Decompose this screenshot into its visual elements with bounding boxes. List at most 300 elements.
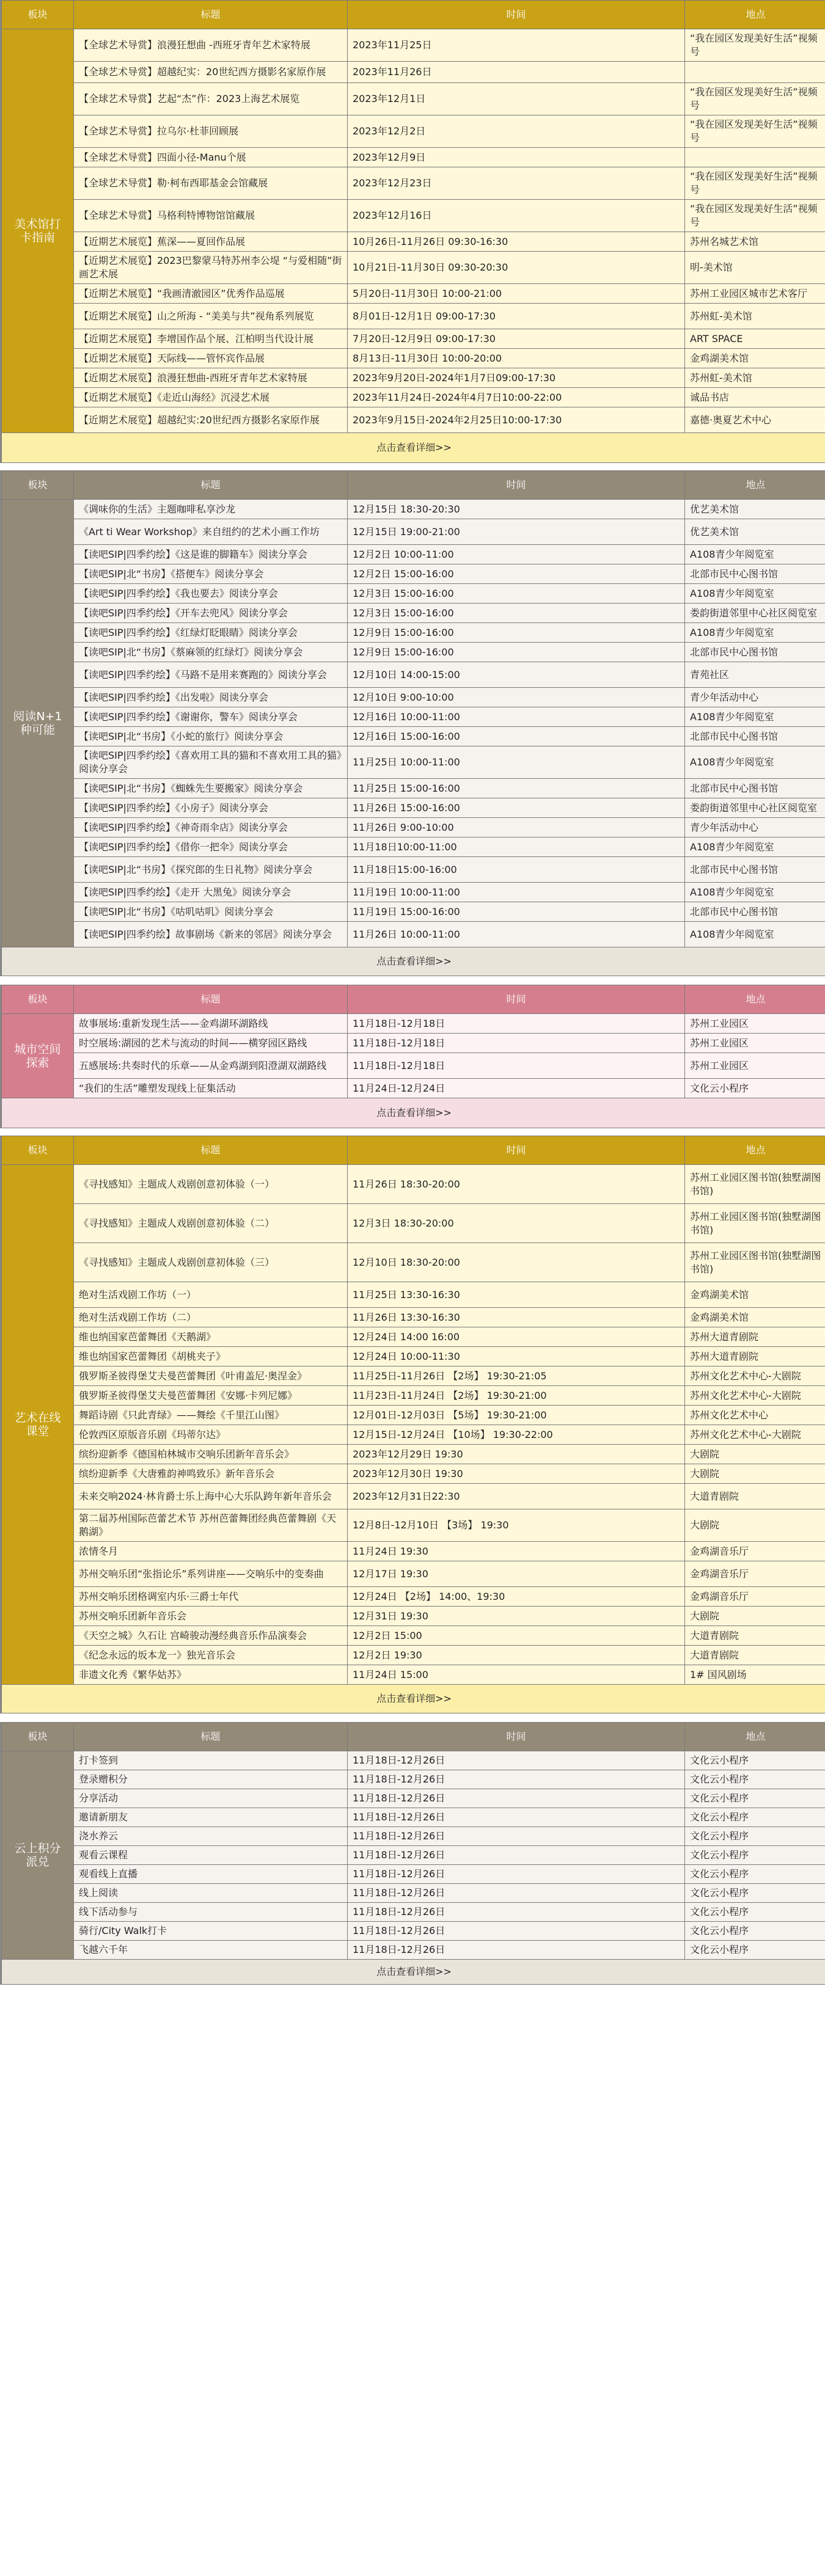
time-cell: 11月18日-12月18日 — [348, 1053, 685, 1079]
location-cell: 苏州虹-美术馆 — [685, 304, 825, 329]
location-cell: 苏州虹-美术馆 — [685, 368, 825, 388]
location-cell: 大剧院 — [685, 1464, 825, 1484]
header-location: 地点 — [685, 1723, 825, 1751]
table-row — [2, 1327, 825, 1347]
table-row — [2, 1542, 825, 1561]
location-cell: 金鸡湖美术馆 — [685, 1308, 825, 1327]
table-row — [2, 1053, 825, 1079]
title-cell: 【读吧SIP|四季约绘】《红绿灯眨眼睛》阅读分享会 — [74, 623, 348, 643]
time-cell: 10月21日-11月30日 09:30-20:30 — [348, 252, 685, 284]
location-cell: 苏州文化艺术中心-大剧院 — [685, 1386, 825, 1406]
title-cell: 《寻找感知》主题成人戏剧创意初体验（一） — [74, 1165, 348, 1204]
time-cell: 7月20日-12月9日 09:00-17:30 — [348, 329, 685, 349]
time-cell: 11月26日 10:00-11:00 — [348, 922, 685, 947]
title-cell: 【读吧SIP|北“书房】《小蛇的旅行》阅读分享会 — [74, 727, 348, 746]
time-cell: 2023年12月30日 19:30 — [348, 1464, 685, 1484]
schedule-table — [1, 0, 825, 463]
table-row — [2, 564, 825, 584]
time-cell: 11月26日 18:30-20:00 — [348, 1165, 685, 1204]
table-row — [2, 200, 825, 232]
location-cell: 苏州工业园区图书馆(独墅湖图书馆) — [685, 1243, 825, 1282]
time-cell: 2023年11月25日 — [348, 29, 685, 62]
table-row — [2, 252, 825, 284]
title-cell: 舞蹈诗剧《只此青绿》——舞绘《千里江山图》 — [74, 1406, 348, 1425]
title-cell: 【读吧SIP|四季约绘】《马路不是用来赛跑的》阅读分享会 — [74, 662, 348, 688]
location-cell: 苏州名城艺术馆 — [685, 232, 825, 252]
location-cell: 优艺美术馆 — [685, 519, 825, 545]
table-row — [2, 922, 825, 947]
title-cell: 【全球艺术导赏】四面小径-Manu个展 — [74, 148, 348, 167]
more-row — [2, 433, 825, 463]
table-row — [2, 1464, 825, 1484]
header-time: 时间 — [348, 1136, 685, 1165]
time-cell: 12月15日 19:00-21:00 — [348, 519, 685, 545]
time-cell: 2023年9月15日-2024年2月25日10:00-17:30 — [348, 407, 685, 433]
time-cell: 12月17日 19:30 — [348, 1561, 685, 1587]
header-time: 时间 — [348, 985, 685, 1014]
table-row — [2, 1884, 825, 1903]
table-row — [2, 368, 825, 388]
category-cell: 艺术在线课堂 — [2, 1165, 74, 1685]
table-row — [2, 519, 825, 545]
location-cell — [685, 62, 825, 83]
table-row — [2, 1827, 825, 1846]
time-cell: 10月26日-11月26日 09:30-16:30 — [348, 232, 685, 252]
time-cell: 5月20日-11月30日 10:00-21:00 — [348, 284, 685, 304]
header-time: 时间 — [348, 1723, 685, 1751]
location-cell: 苏州大道青剧院 — [685, 1347, 825, 1366]
header-category: 板块 — [2, 1723, 74, 1751]
location-cell: A108青少年阅览室 — [685, 623, 825, 643]
table-row — [2, 1079, 825, 1098]
table-row — [2, 837, 825, 857]
time-cell: 2023年12月2日 — [348, 115, 685, 148]
title-cell: 浓情冬月 — [74, 1542, 348, 1561]
title-cell: 浇水养云 — [74, 1827, 348, 1846]
time-cell: 11月18日-12月26日 — [348, 1846, 685, 1865]
table-row — [2, 662, 825, 688]
more-row — [2, 1685, 825, 1713]
time-cell: 2023年11月24日-2024年4月7日10:00-22:00 — [348, 388, 685, 407]
header-time: 时间 — [348, 1, 685, 29]
title-cell: 《纪念永远的坂本龙一》独光音乐会 — [74, 1646, 348, 1665]
title-cell: 【全球艺术导赏】浪漫狂想曲 -西班牙青年艺术家特展 — [74, 29, 348, 62]
header-category: 板块 — [2, 1136, 74, 1165]
title-cell: 维也纳国家芭蕾舞团《天鹅湖》 — [74, 1327, 348, 1347]
location-cell: 文化云小程序 — [685, 1865, 825, 1884]
title-cell: 【读吧SIP|四季约绘】《出发啦》阅读分享会 — [74, 688, 348, 707]
table-row — [2, 167, 825, 200]
title-cell: 打卡签到 — [74, 1751, 348, 1770]
title-cell: 【近期艺术展览】浪漫狂想曲-西班牙青年艺术家特展 — [74, 368, 348, 388]
time-cell: 2023年12月9日 — [348, 148, 685, 167]
time-cell: 2023年12月29日 19:30 — [348, 1445, 685, 1464]
table-row — [2, 1509, 825, 1542]
location-cell: 苏州工业园区图书馆(独墅湖图书馆) — [685, 1165, 825, 1204]
table-row — [2, 1445, 825, 1464]
time-cell: 11月18日-12月26日 — [348, 1808, 685, 1827]
time-cell: 11月23日-11月24日 【2场】 19:30-21:00 — [348, 1386, 685, 1406]
section-gap — [0, 463, 825, 470]
table-row — [2, 349, 825, 368]
location-cell: “我在园区发现美好生活”视频号 — [685, 83, 825, 115]
title-cell: 【近期艺术展览】李增国作品个展、江柏明当代设计展 — [74, 329, 348, 349]
table-row — [2, 1561, 825, 1587]
table-row — [2, 1386, 825, 1406]
title-cell: 绝对生活戏剧工作坊（二） — [74, 1308, 348, 1327]
time-cell: 8月13日-11月30日 10:00-20:00 — [348, 349, 685, 368]
title-cell: 【读吧SIP|四季约绘】《神奇雨伞店》阅读分享会 — [74, 818, 348, 837]
section-gap — [0, 1713, 825, 1722]
table-row — [2, 1587, 825, 1607]
time-cell: 12月15日-12月24日 【10场】 19:30-22:00 — [348, 1425, 685, 1445]
time-cell: 12月24日 10:00-11:30 — [348, 1347, 685, 1366]
time-cell: 8月01日-12月1日 09:00-17:30 — [348, 304, 685, 329]
header-location: 地点 — [685, 985, 825, 1014]
location-cell: 青少年活动中心 — [685, 688, 825, 707]
view-details-link[interactable]: 点击查看详细>> — [2, 1960, 825, 1985]
title-cell: “我们的生活”雕塑发现线上征集活动 — [74, 1079, 348, 1098]
location-cell — [685, 148, 825, 167]
table-row — [2, 1484, 825, 1509]
table-row — [2, 304, 825, 329]
time-cell: 11月18日-12月18日 — [348, 1034, 685, 1053]
view-details-link[interactable]: 点击查看详细>> — [2, 1098, 825, 1128]
title-cell: 线下活动参与 — [74, 1903, 348, 1922]
time-cell: 12月16日 15:00-16:00 — [348, 727, 685, 746]
time-cell: 2023年9月20日-2024年1月7日09:00-17:30 — [348, 368, 685, 388]
category-cell: 美术馆打卡指南 — [2, 29, 74, 433]
location-cell: 苏州工业园区图书馆(独墅湖图书馆) — [685, 1204, 825, 1243]
table-row — [2, 1366, 825, 1386]
title-cell: 【近期艺术展览】“我画清澈园区”优秀作品巡展 — [74, 284, 348, 304]
time-cell: 11月18日15:00-16:00 — [348, 857, 685, 883]
time-cell: 12月8日-12月10日 【3场】 19:30 — [348, 1509, 685, 1542]
time-cell: 12月3日 15:00-16:00 — [348, 584, 685, 604]
location-cell: 北部市民中心图书馆 — [685, 902, 825, 922]
location-cell: ART SPACE — [685, 329, 825, 349]
time-cell: 12月3日 15:00-16:00 — [348, 604, 685, 623]
table-row — [2, 798, 825, 818]
schedule-table — [1, 470, 825, 976]
title-cell: 【读吧SIP|四季约绘】《喜欢用工具的猫和不喜欢用工具的猫》阅读分享会 — [74, 746, 348, 779]
header-category: 板块 — [2, 985, 74, 1014]
title-cell: 【全球艺术导赏】超越纪实：20世纪西方摄影名家原作展 — [74, 62, 348, 83]
title-cell: 飞越六千年 — [74, 1941, 348, 1960]
title-cell: 邀请新朋友 — [74, 1808, 348, 1827]
time-cell: 11月25日 13:30-16:30 — [348, 1282, 685, 1308]
category-cell: 城市空间探索 — [2, 1014, 74, 1098]
time-cell: 11月19日 10:00-11:00 — [348, 883, 685, 902]
location-cell: 大道青剧院 — [685, 1646, 825, 1665]
title-cell: 《调味你的生活》主题咖啡私享沙龙 — [74, 500, 348, 519]
table-row — [2, 83, 825, 115]
time-cell: 12月10日 9:00-10:00 — [348, 688, 685, 707]
time-cell: 12月2日 15:00 — [348, 1626, 685, 1646]
location-cell: 大剧院 — [685, 1445, 825, 1464]
location-cell: 大道青剧院 — [685, 1484, 825, 1509]
location-cell: A108青少年阅览室 — [685, 922, 825, 947]
table-row — [2, 1425, 825, 1445]
time-cell: 12月16日 10:00-11:00 — [348, 707, 685, 727]
title-cell: 【近期艺术展览】蕉深——夏回作品展 — [74, 232, 348, 252]
section-4 — [0, 1136, 825, 1713]
section-5 — [0, 1722, 825, 1985]
header-location: 地点 — [685, 471, 825, 500]
title-cell: 未来交响2024·林肯爵士乐上海中心大乐队跨年新年音乐会 — [74, 1484, 348, 1509]
title-cell: 【读吧SIP|四季约绘】《这是谁的脚籍车》阅读分享会 — [74, 545, 348, 564]
table-row — [2, 1347, 825, 1366]
table-row — [2, 1751, 825, 1770]
location-cell: 苏州文化艺术中心-大剧院 — [685, 1425, 825, 1445]
table-row — [2, 1922, 825, 1941]
table-row — [2, 623, 825, 643]
location-cell: 苏州文化艺术中心 — [685, 1406, 825, 1425]
title-cell: 五感展场:共奏时代的乐章——从金鸡湖到阳澄湖双湖路线 — [74, 1053, 348, 1079]
table-row — [2, 1903, 825, 1922]
category-cell: 云上积分派兑 — [2, 1751, 74, 1960]
location-cell: 大剧院 — [685, 1509, 825, 1542]
table-row — [2, 148, 825, 167]
table-header-row — [2, 471, 825, 500]
table-row — [2, 1646, 825, 1665]
category-cell: 阅读N+1种可能 — [2, 500, 74, 947]
location-cell: “我在园区发现美好生活”视频号 — [685, 167, 825, 200]
title-cell: 维也纳国家芭蕾舞团《胡桃夹子》 — [74, 1347, 348, 1366]
table-header-row — [2, 1136, 825, 1165]
table-row — [2, 500, 825, 519]
table-row — [2, 62, 825, 83]
location-cell: A108青少年阅览室 — [685, 883, 825, 902]
title-cell: 故事展场:重新发现生活——金鸡湖环湖路线 — [74, 1014, 348, 1034]
location-cell: “我在园区发现美好生活”视频号 — [685, 200, 825, 232]
title-cell: 时空展场:湖园的艺术与流动的时间——横穿园区路线 — [74, 1034, 348, 1053]
location-cell: 文化云小程序 — [685, 1789, 825, 1808]
title-cell: 俄罗斯圣彼得堡艾夫曼芭蕾舞团《叶甫盖尼·奥涅金》 — [74, 1366, 348, 1386]
table-header-row — [2, 1723, 825, 1751]
time-cell: 11月18日-12月26日 — [348, 1884, 685, 1903]
location-cell: 文化云小程序 — [685, 1903, 825, 1922]
title-cell: 【读吧SIP|北“书房】《蔡麻领的红绿灯》阅读分享会 — [74, 643, 348, 662]
location-cell: 娄韵街道邻里中心社区阅览室 — [685, 604, 825, 623]
time-cell: 11月18日10:00-11:00 — [348, 837, 685, 857]
schedule-table — [1, 1722, 825, 1985]
location-cell: A108青少年阅览室 — [685, 545, 825, 564]
time-cell: 11月24日 15:00 — [348, 1665, 685, 1685]
location-cell: A108青少年阅览室 — [685, 707, 825, 727]
title-cell: 观看云课程 — [74, 1846, 348, 1865]
title-cell: 绝对生活戏剧工作坊（一） — [74, 1282, 348, 1308]
title-cell: 【读吧SIP|四季约绘】《借你一把伞》阅读分享会 — [74, 837, 348, 857]
time-cell: 11月18日-12月18日 — [348, 1014, 685, 1034]
location-cell: 苏州大道青剧院 — [685, 1327, 825, 1347]
location-cell: 文化云小程序 — [685, 1922, 825, 1941]
location-cell: 文化云小程序 — [685, 1079, 825, 1098]
title-cell: 【近期艺术展览】超越纪实:20世纪西方摄影名家原作展 — [74, 407, 348, 433]
time-cell: 12月2日 19:30 — [348, 1646, 685, 1665]
time-cell: 12月31日 19:30 — [348, 1607, 685, 1626]
time-cell: 11月25日-11月26日 【2场】 19:30-21:05 — [348, 1366, 685, 1386]
title-cell: 【近期艺术展览】天际线——管怀宾作品展 — [74, 349, 348, 368]
table-row — [2, 1808, 825, 1827]
title-cell: 苏州交响乐团格调室内乐·三爵士年代 — [74, 1587, 348, 1607]
section-2 — [0, 470, 825, 976]
table-row — [2, 1014, 825, 1034]
view-details-link[interactable]: 点击查看详细>> — [2, 947, 825, 976]
time-cell: 11月18日-12月26日 — [348, 1865, 685, 1884]
table-row — [2, 746, 825, 779]
location-cell: 1# 国风剧场 — [685, 1665, 825, 1685]
table-row — [2, 388, 825, 407]
location-cell: 文化云小程序 — [685, 1751, 825, 1770]
location-cell: 苏州工业园区 — [685, 1034, 825, 1053]
location-cell: A108青少年阅览室 — [685, 584, 825, 604]
time-cell: 12月2日 15:00-16:00 — [348, 564, 685, 584]
header-category: 板块 — [2, 471, 74, 500]
time-cell: 12月9日 15:00-16:00 — [348, 623, 685, 643]
table-header-row — [2, 985, 825, 1014]
time-cell: 12月01日-12月03日 【5场】 19:30-21:00 — [348, 1406, 685, 1425]
time-cell: 12月24日 14:00 16:00 — [348, 1327, 685, 1347]
table-row — [2, 1789, 825, 1808]
title-cell: 【近期艺术展览】《走近山海经》沉浸艺术展 — [74, 388, 348, 407]
time-cell: 12月24日 【2场】 14:00、19:30 — [348, 1587, 685, 1607]
time-cell: 2023年11月26日 — [348, 62, 685, 83]
table-row — [2, 545, 825, 564]
time-cell: 11月18日-12月26日 — [348, 1770, 685, 1789]
location-cell: 诚品书店 — [685, 388, 825, 407]
table-row — [2, 1308, 825, 1327]
table-row — [2, 883, 825, 902]
time-cell: 2023年12月23日 — [348, 167, 685, 200]
table-row — [2, 688, 825, 707]
title-cell: 【读吧SIP|四季约绘】故事剧场《新来的邻居》阅读分享会 — [74, 922, 348, 947]
title-cell: 【读吧SIP|北“书房】《搭便车》阅读分享会 — [74, 564, 348, 584]
time-cell: 11月19日 15:00-16:00 — [348, 902, 685, 922]
header-location: 地点 — [685, 1136, 825, 1165]
title-cell: 【近期艺术展览】山之所海 - “美美与共”视角系列展览 — [74, 304, 348, 329]
title-cell: 【读吧SIP|四季约绘】《小房子》阅读分享会 — [74, 798, 348, 818]
title-cell: 【读吧SIP|四季约绘】《谢谢你，警车》阅读分享会 — [74, 707, 348, 727]
time-cell: 2023年12月1日 — [348, 83, 685, 115]
table-row — [2, 727, 825, 746]
time-cell: 11月18日-12月26日 — [348, 1751, 685, 1770]
table-row — [2, 1626, 825, 1646]
header-time: 时间 — [348, 471, 685, 500]
more-row — [2, 1960, 825, 1985]
view-details-link[interactable]: 点击查看详细>> — [2, 1685, 825, 1713]
table-row — [2, 902, 825, 922]
location-cell: 文化云小程序 — [685, 1808, 825, 1827]
location-cell: 大剧院 — [685, 1607, 825, 1626]
title-cell: 缤纷迎新季《大唐雅韵神鸣致乐》新年音乐会 — [74, 1464, 348, 1484]
location-cell: “我在园区发现美好生活”视频号 — [685, 29, 825, 62]
table-row — [2, 1770, 825, 1789]
table-row — [2, 407, 825, 433]
table-row — [2, 1243, 825, 1282]
location-cell: 北部市民中心图书馆 — [685, 643, 825, 662]
table-row — [2, 1941, 825, 1960]
time-cell: 12月10日 18:30-20:00 — [348, 1243, 685, 1282]
header-title: 标题 — [74, 985, 348, 1014]
header-location: 地点 — [685, 1, 825, 29]
table-row — [2, 857, 825, 883]
location-cell: 金鸡湖美术馆 — [685, 1282, 825, 1308]
title-cell: 【读吧SIP|北“书房】《蜘蛛先生要搬家》阅读分享会 — [74, 779, 348, 798]
title-cell: 苏州交响乐团“张指论乐”系列讲座——交响乐中的变奏曲 — [74, 1561, 348, 1587]
view-details-link[interactable]: 点击查看详细>> — [2, 433, 825, 463]
location-cell: 北部市民中心图书馆 — [685, 727, 825, 746]
title-cell: 分享活动 — [74, 1789, 348, 1808]
time-cell: 11月18日-12月26日 — [348, 1827, 685, 1846]
location-cell: 金鸡湖音乐厅 — [685, 1542, 825, 1561]
time-cell: 11月25日 15:00-16:00 — [348, 779, 685, 798]
location-cell: 文化云小程序 — [685, 1884, 825, 1903]
title-cell: 【读吧SIP|北“书房】《咕叽咕叽》阅读分享会 — [74, 902, 348, 922]
location-cell: 大道青剧院 — [685, 1626, 825, 1646]
table-row — [2, 1865, 825, 1884]
table-row — [2, 584, 825, 604]
title-cell: 苏州交响乐团新年音乐会 — [74, 1607, 348, 1626]
title-cell: 缤纷迎新季《德国柏林城市交响乐团新年音乐会》 — [74, 1445, 348, 1464]
title-cell: 【近期艺术展览】2023巴黎蒙马特苏州李公堤 “与爱相随”街画艺术展 — [74, 252, 348, 284]
header-title: 标题 — [74, 1, 348, 29]
section-3 — [0, 985, 825, 1128]
title-cell: 登录赠积分 — [74, 1770, 348, 1789]
table-row — [2, 604, 825, 623]
table-row — [2, 29, 825, 62]
title-cell: 线上阅读 — [74, 1884, 348, 1903]
schedule-table — [1, 985, 825, 1128]
table-row — [2, 1406, 825, 1425]
location-cell: 北部市民中心图书馆 — [685, 564, 825, 584]
location-cell: 青少年活动中心 — [685, 818, 825, 837]
title-cell: 【全球艺术导赏】拉乌尔·杜菲回顾展 — [74, 115, 348, 148]
table-row — [2, 284, 825, 304]
location-cell: 金鸡湖音乐厅 — [685, 1561, 825, 1587]
table-row — [2, 1165, 825, 1204]
title-cell: 【全球艺术导赏】勒·柯布西耶基金会馆藏展 — [74, 167, 348, 200]
title-cell: 俄罗斯圣彼得堡艾夫曼芭蕾舞团《安娜·卡列尼娜》 — [74, 1386, 348, 1406]
location-cell: A108青少年阅览室 — [685, 746, 825, 779]
table-row — [2, 115, 825, 148]
time-cell: 11月24日 19:30 — [348, 1542, 685, 1561]
table-row — [2, 232, 825, 252]
location-cell: 金鸡湖音乐厅 — [685, 1587, 825, 1607]
title-cell: 【读吧SIP|四季约绘】《走开 大黑兔》阅读分享会 — [74, 883, 348, 902]
table-row — [2, 643, 825, 662]
title-cell: 《天空之城》久石让 宫崎骏动漫经典音乐作品演奏会 — [74, 1626, 348, 1646]
table-row — [2, 1665, 825, 1685]
table-row — [2, 1282, 825, 1308]
title-cell: 【读吧SIP|北“书房】《探究郎的生日礼物》阅读分享会 — [74, 857, 348, 883]
title-cell: 伦敦西区原版音乐剧《玛蒂尔达》 — [74, 1425, 348, 1445]
location-cell: 北部市民中心图书馆 — [685, 779, 825, 798]
header-category: 板块 — [2, 1, 74, 29]
title-cell: 【读吧SIP|四季约绘】《开车去兜风》阅读分享会 — [74, 604, 348, 623]
time-cell: 11月18日-12月26日 — [348, 1789, 685, 1808]
title-cell: 《Art ti Wear Workshop》来自纽约的艺术小画工作坊 — [74, 519, 348, 545]
location-cell: 明-美术馆 — [685, 252, 825, 284]
header-title: 标题 — [74, 471, 348, 500]
title-cell: 骑行/City Walk打卡 — [74, 1922, 348, 1941]
time-cell: 11月26日 15:00-16:00 — [348, 798, 685, 818]
table-row — [2, 1204, 825, 1243]
time-cell: 11月24日-12月24日 — [348, 1079, 685, 1098]
section-gap — [0, 976, 825, 985]
time-cell: 2023年12月16日 — [348, 200, 685, 232]
time-cell: 12月9日 15:00-16:00 — [348, 643, 685, 662]
